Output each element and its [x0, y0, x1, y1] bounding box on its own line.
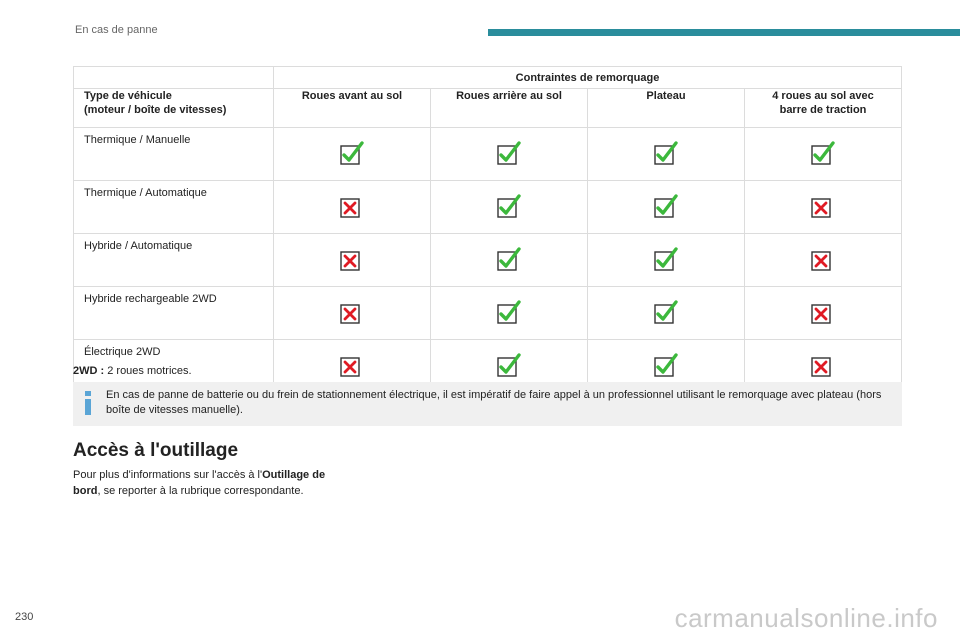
cross-icon [810, 300, 836, 326]
vehicle-type-cell: Thermique / Manuelle [74, 128, 274, 181]
cross-icon [339, 247, 365, 273]
vehicle-type-cell: Électrique 2WD [74, 340, 274, 393]
vehicle-header-line2: (moteur / boîte de vitesses) [84, 104, 227, 116]
check-icon [653, 141, 679, 167]
table-row [74, 181, 902, 234]
empty-corner-cell [74, 67, 274, 89]
check-icon [810, 141, 836, 167]
mark-cell [274, 234, 431, 287]
mark-cell [588, 234, 745, 287]
column-header-line2: barre de traction [779, 104, 867, 116]
para-suffix: , se reporter à la rubrique correspondante. [97, 485, 304, 497]
column-header-line1: Plateau [646, 90, 686, 102]
group-header: Contraintes de remorquage [274, 67, 902, 89]
info-box [73, 382, 902, 426]
check-icon [496, 194, 522, 220]
column-header-line1: Roues arrière au sol [456, 90, 562, 102]
mark-cell [745, 287, 902, 340]
section-paragraph [73, 467, 333, 499]
mark-cell [431, 128, 588, 181]
mark-cell [431, 287, 588, 340]
mark-cell [274, 128, 431, 181]
mark-cell [274, 181, 431, 234]
mark-cell [274, 287, 431, 340]
page-number: 230 [15, 611, 34, 623]
check-icon [496, 300, 522, 326]
mark-cell [745, 128, 902, 181]
table-row [74, 287, 902, 340]
cross-icon [339, 353, 365, 379]
towing-constraints-table [73, 66, 902, 393]
column-header [588, 89, 745, 128]
footnote [73, 365, 192, 377]
table-row [74, 128, 902, 181]
column-header [745, 89, 902, 128]
mark-cell [745, 234, 902, 287]
mark-cell [745, 181, 902, 234]
watermark: carmanualsonline.info [674, 603, 938, 633]
mark-cell [588, 181, 745, 234]
column-header [431, 89, 588, 128]
info-text: En cas de panne de batterie ou du frein de stationnement électrique, il est impératif de faire appel à un professionnel utilisant le remorquage avec plateau (hors boîte de vitesses manuelle). [106, 389, 882, 416]
check-icon [496, 247, 522, 273]
check-icon [653, 353, 679, 379]
column-header [274, 89, 431, 128]
footnote-term: 2WD : [73, 365, 105, 377]
check-icon [496, 141, 522, 167]
tool-link-term: Outillage de bord [73, 469, 326, 497]
info-icon [83, 391, 93, 415]
section-header: En cas de panne [75, 24, 158, 36]
section-title: Accès à l'outillage [73, 440, 239, 461]
cross-icon [810, 194, 836, 220]
table-row [74, 234, 902, 287]
check-icon [653, 300, 679, 326]
vehicle-type-cell: Hybride rechargeable 2WD [74, 287, 274, 340]
mark-cell [588, 128, 745, 181]
check-icon [653, 194, 679, 220]
column-header-line1: Roues avant au sol [301, 90, 403, 102]
vehicle-header-line1: Type de véhicule [84, 90, 172, 102]
footnote-text: 2 roues motrices. [104, 365, 192, 377]
column-header-line1: 4 roues au sol avec [772, 90, 874, 102]
cross-icon [339, 194, 365, 220]
mark-cell [431, 234, 588, 287]
cross-icon [810, 247, 836, 273]
check-icon [653, 247, 679, 273]
vehicle-type-header [74, 89, 274, 128]
para-prefix: Pour plus d'informations sur l'accès à l' [73, 469, 263, 481]
cross-icon [339, 300, 365, 326]
check-icon [339, 141, 365, 167]
check-icon [496, 353, 522, 379]
vehicle-type-cell: Thermique / Automatique [74, 181, 274, 234]
vehicle-type-cell: Hybride / Automatique [74, 234, 274, 287]
header-accent-bar [488, 29, 960, 36]
mark-cell [431, 181, 588, 234]
cross-icon [810, 353, 836, 379]
mark-cell [588, 287, 745, 340]
